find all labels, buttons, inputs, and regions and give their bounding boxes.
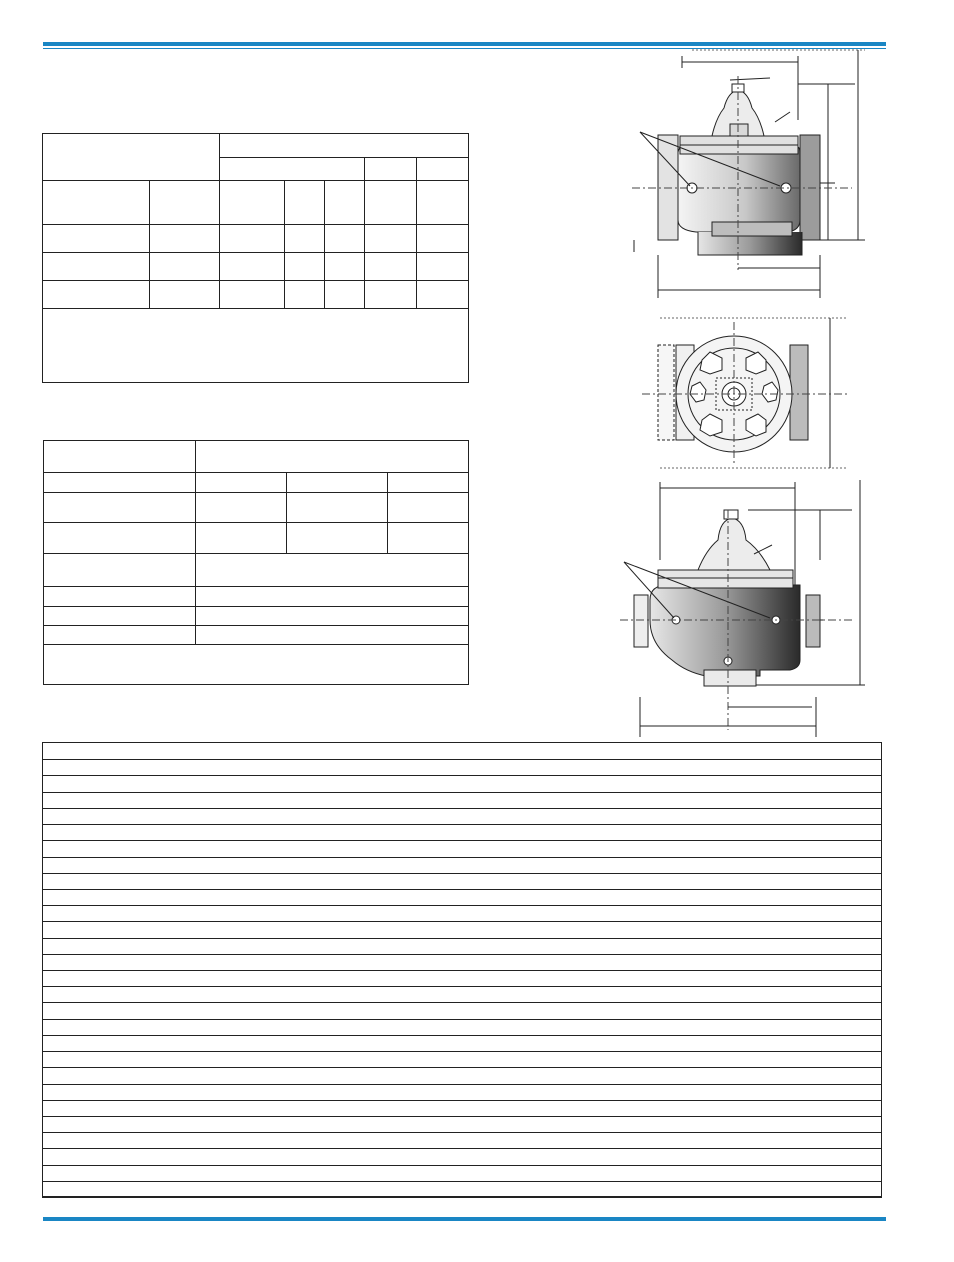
parts-list-row xyxy=(43,1181,881,1182)
table-2-row-line xyxy=(44,492,469,493)
table-2-col-line xyxy=(387,472,388,553)
parts-list-row xyxy=(43,970,881,971)
table-1-row-line xyxy=(43,224,469,225)
table-1-row-line xyxy=(43,308,469,309)
parts-list-row xyxy=(43,792,881,793)
table-1-col-line xyxy=(416,157,417,308)
table-1-col-line xyxy=(324,180,325,308)
parts-list-row xyxy=(43,905,881,906)
parts-list-row xyxy=(43,1100,881,1101)
parts-list-table xyxy=(42,742,882,1198)
parts-list-row xyxy=(43,857,881,858)
parts-list-row xyxy=(43,808,881,809)
table-2-row-line xyxy=(44,625,469,626)
table-1-col-line xyxy=(219,134,220,308)
table-2-row-line xyxy=(44,586,469,587)
dimension-table-2 xyxy=(43,440,469,685)
parts-list-row xyxy=(43,1019,881,1020)
table-1-col-line xyxy=(149,180,150,308)
valve-drawings xyxy=(620,40,880,740)
table-1-col-line xyxy=(284,180,285,308)
table-2-row-line xyxy=(44,522,469,523)
valve-angle-elevation xyxy=(620,480,865,737)
parts-list-row xyxy=(43,775,881,776)
valve-side-elevation xyxy=(632,50,865,298)
parts-list-row xyxy=(43,1084,881,1085)
table-1-row-line xyxy=(43,280,469,281)
parts-list-row xyxy=(43,938,881,939)
table-2-row-line xyxy=(44,553,469,554)
parts-list-row xyxy=(43,1132,881,1133)
table-2-row-line xyxy=(44,472,469,473)
parts-list-row xyxy=(43,1165,881,1166)
parts-list-row xyxy=(43,1067,881,1068)
parts-list-row xyxy=(43,1148,881,1149)
parts-list-row xyxy=(43,759,881,760)
table-2-row-line xyxy=(44,606,469,607)
valve-top-view xyxy=(642,318,848,468)
footer-rule xyxy=(43,1217,886,1221)
parts-list-row xyxy=(43,1116,881,1117)
parts-list-row xyxy=(43,1002,881,1003)
table-1-col-line xyxy=(364,157,365,308)
table-2-col-line xyxy=(195,441,196,644)
parts-list-row xyxy=(43,1051,881,1052)
parts-list-row xyxy=(43,840,881,841)
parts-list-row xyxy=(43,954,881,955)
table-2-col-line xyxy=(286,472,287,553)
dimension-table-1 xyxy=(42,133,469,383)
table-1-row-line xyxy=(43,180,469,181)
parts-list-row xyxy=(43,986,881,987)
table-2-row-line xyxy=(44,644,469,645)
parts-list-row xyxy=(43,824,881,825)
parts-list-row xyxy=(43,921,881,922)
table-1-row-line xyxy=(219,157,469,158)
parts-list-row xyxy=(43,889,881,890)
parts-list-row xyxy=(43,873,881,874)
parts-list-row xyxy=(43,1035,881,1036)
table-1-row-line xyxy=(43,252,469,253)
